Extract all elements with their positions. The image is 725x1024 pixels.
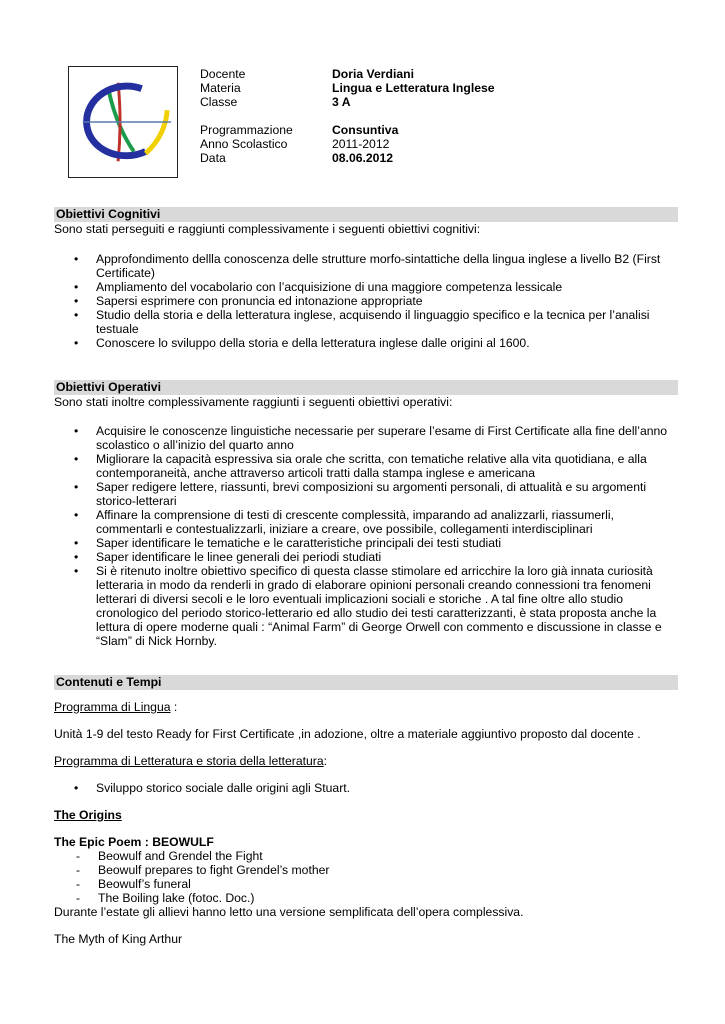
list-item: - Beowulf and Grendel the Fight [54,849,678,863]
operative-objectives-list [54,424,678,648]
list-item: • Ampliamento del vocabolario con l’acquisizione di una maggiore competenza lessicale [54,280,678,294]
origins-heading: The Origins [54,808,122,822]
header-value: Lingua e Letteratura Inglese [332,81,495,95]
list-item: • Approfondimento dellla conoscenza delle strutture morfo-sintattiche della lingua inglese a livello B2 (First Certificate) [54,252,678,280]
header-label: Docente [200,67,246,81]
header-label: Programmazione [200,123,293,137]
summer-note: Durante l’estate gli allievi hanno letto una versione semplificata dell’opera complessiva. [54,905,524,919]
header-value: 08.06.2012 [332,151,393,165]
list-item: - Beowulf prepares to fight Grendel’s mother [54,863,678,877]
header-value: 2011-2012 [332,137,390,151]
list-item: • Sviluppo storico sociale dalle origini agli Stuart. [54,781,678,795]
header-row-data [200,151,495,165]
header-row-docente [200,67,495,81]
list-item: • Saper identificare le tematiche e le caratteristiche principali dei testi studiati [54,536,678,550]
cognitive-objectives-list [54,252,678,350]
list-item: • Affinare la comprensione di testi di crescente complessità, imparando ad analizzarli, riassumerli, commentarli e contestualizzarli, iniziare a creare, ove possibile, collegamenti interdisciplinari [54,508,678,536]
list-item: - The Boiling lake (fotoc. Doc.) [54,891,678,905]
header-row-programmazione [200,123,495,137]
header-label: Materia [200,81,241,95]
list-item: • Saper redigere lettere, riassunti, brevi composizioni su argomenti personali, di attualità e su argomenti storico-letterari [54,480,678,508]
list-item: • Si è ritenuto inoltre obiettivo specifico di questa classe stimolare ed arricchire la loro già innata curiosità letteraria in modo da renderli in grado di elaborare opinioni personali creando connessioni tra fenomeni letterari di diversi secoli e le loro eventuali implicazioni sociali e storiche . A tal fine oltre allo studio cronologico del periodo storico-letterario ed allo studio dei testi caratterizzanti, è stata proposta anche la lettura di opere moderne quali : “Animal Farm” di George Orwell con commento e discussione in classe e “Slam” di Nick Hornby. [54,564,678,648]
list-item: • Migliorare la capacità espressiva sia orale che scritta, con tematiche relative alla vita quotidiana, e alla contemporaneità, anche attraverso articoli tratti dalla stampa inglese e americana [54,452,678,480]
letteratura-heading-line [54,754,678,768]
lingua-heading: Programma di Lingua [54,700,171,714]
letteratura-list [54,781,678,795]
section-title-operativi: Obiettivi Operativi [54,380,678,395]
lingua-heading-line [54,700,678,714]
letteratura-heading-colon: : [323,754,328,768]
header-row-classe [200,95,495,109]
section-title-cognitivi: Obiettivi Cognitivi [54,207,678,222]
document-header [200,67,495,165]
letteratura-heading: Programma di Letteratura e storia della letteratura [54,754,324,768]
list-item: • Sapersi esprimere con pronuncia ed intonazione appropriate [54,294,678,308]
header-value: Doria Verdiani [332,67,414,81]
beowulf-list [54,849,678,905]
header-label: Anno Scolastico [200,137,288,151]
lingua-text: Unità 1-9 del testo Ready for First Certificate ,in adozione, oltre a materiale aggiuntivo proposto dal docente . [54,727,641,741]
list-item: • Studio della storia e della letteratura inglese, acquisendo il linguaggio specifico e la tecnica per l’analisi testuale [54,308,678,336]
section-intro: Sono stati perseguiti e raggiunti complessivamente i seguenti obiettivi cognitivi: [54,222,481,236]
header-value: 3 A [332,95,351,109]
list-item: • Conoscere lo sviluppo della storia e della letteratura inglese dalle origini al 1600. [54,336,678,350]
school-logo [68,66,178,178]
lingua-heading-colon: : [170,700,178,714]
header-value: Consuntiva [332,123,399,137]
header-label: Classe [200,95,238,109]
section-title-contenuti: Contenuti e Tempi [54,675,678,690]
document-body [54,207,678,946]
list-item: • Acquisire le conoscenze linguistiche necessarie per superare l’esame di First Certificate alla fine dell’anno scolastico o all’inizio del quarto anno [54,424,678,452]
king-arthur-heading: The Myth of King Arthur [54,932,183,946]
header-row-materia [200,81,495,95]
list-item: • Saper identificare le linee generali dei periodi studiati [54,550,678,564]
section-intro: Sono stati inoltre complessivamente raggiunti i seguenti obiettivi operativi: [54,395,453,409]
logo-emblem-icon [69,67,177,177]
header-label: Data [200,151,226,165]
list-item: - Beowulf’s funeral [54,877,678,891]
epic-poem-title: The Epic Poem : BEOWULF [54,835,214,849]
header-row-anno [200,137,495,151]
